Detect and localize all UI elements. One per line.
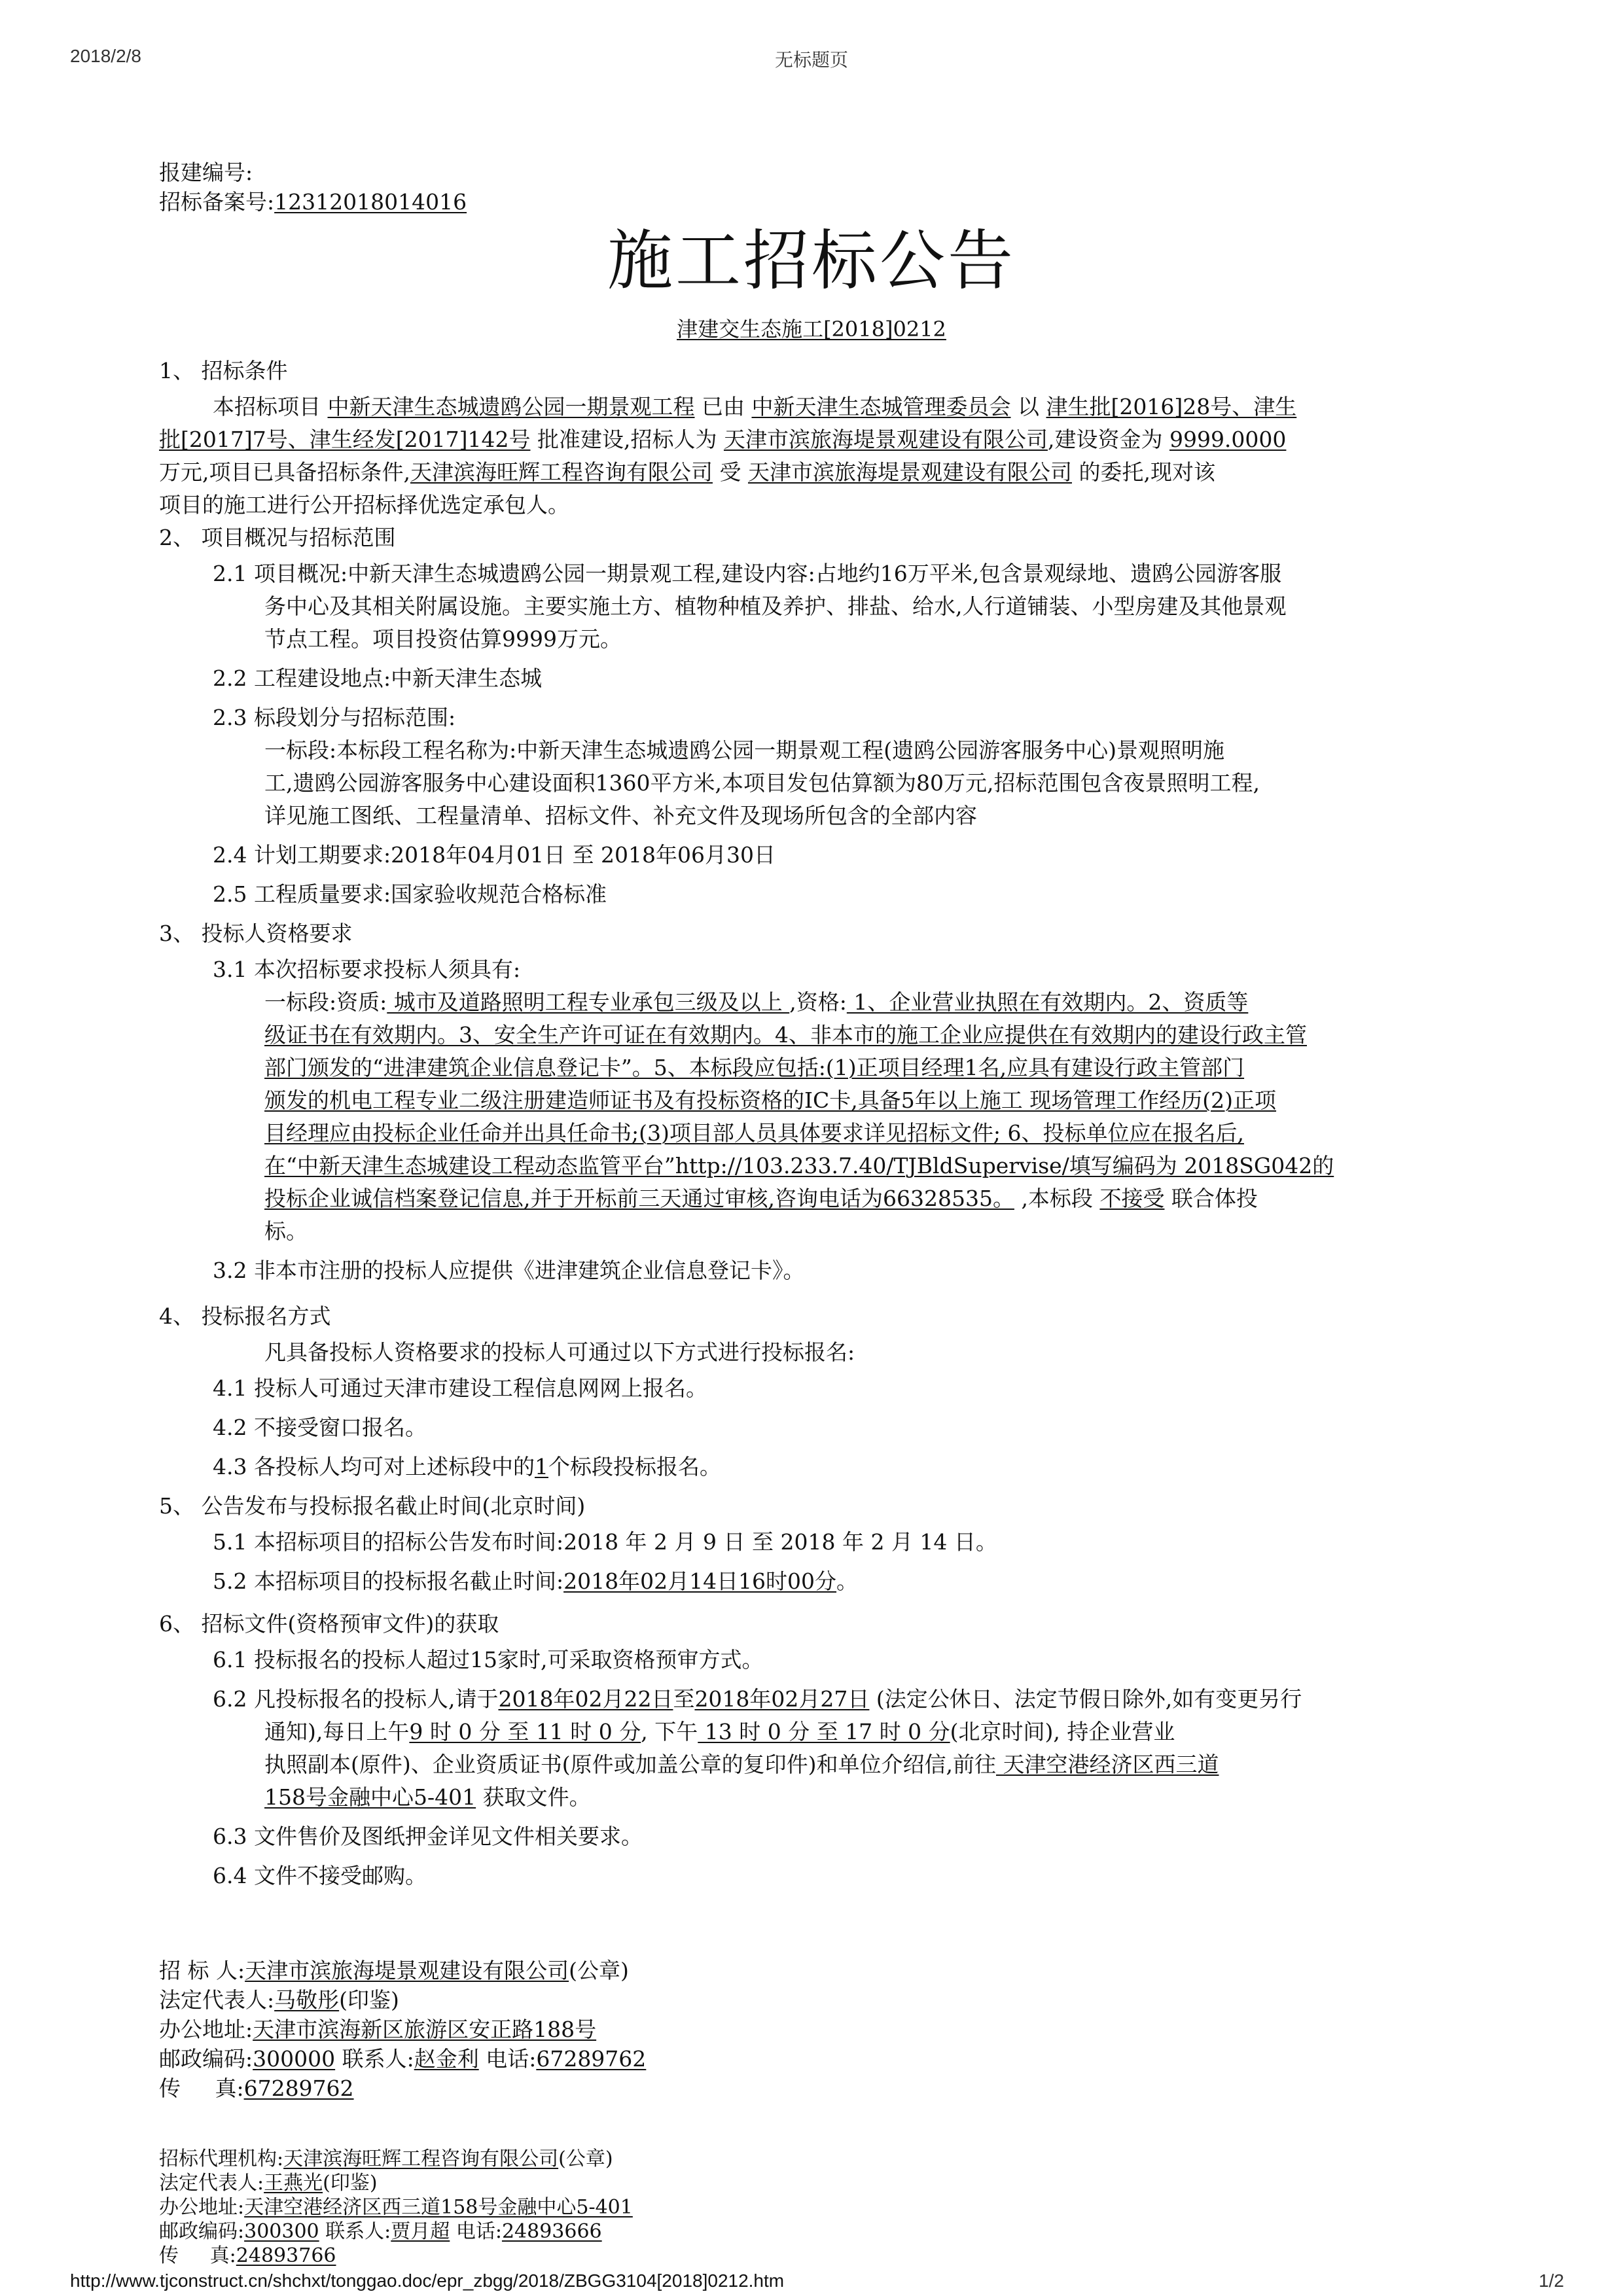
- s6-2-line1: [213, 1687, 1302, 1712]
- doc-number: [0, 313, 1623, 343]
- tenderer-contact-line: [159, 2047, 646, 2072]
- label: 传 真:: [159, 2075, 244, 2101]
- tenderer-line: [159, 1958, 629, 1983]
- s3-q-line2: 级证书在有效期内。3、安全生产许可证在有效期内。4、非本市的施工企业应提供在有效期内的建设行政主管: [264, 1022, 1307, 1048]
- pickup-address: 158号金融中心5-401: [264, 1784, 476, 1810]
- label: 联系人:: [335, 2046, 414, 2072]
- s4-intro: 凡具备投标人资格要求的投标人可通过以下方式进行投标报名:: [264, 1339, 855, 1365]
- postcode: 300000: [253, 2046, 336, 2072]
- s6-3: 6.3 文件售价及图纸押金详见文件相关要求。: [213, 1824, 643, 1849]
- afternoon-hours: 13 时 0 分 至 17 时 0 分: [698, 1719, 950, 1744]
- s1-text: 以: [1018, 394, 1039, 419]
- label: 电话:: [450, 2220, 502, 2243]
- qualification: 城市及道路照明工程专业承包三级及以上: [387, 989, 790, 1015]
- s6-text: 执照副本(原件)、企业资质证书(原件或加盖公章的复印件)和单位介绍信,前往: [264, 1752, 996, 1777]
- s6-2-line3: [264, 1752, 1219, 1777]
- s2-3: 2.3 标段划分与招标范围:: [213, 705, 456, 730]
- s4-2: 4.2 不接受窗口报名。: [213, 1415, 427, 1440]
- requirements: 投标企业诚信档案登记信息,并于开标前三天通过审核,咨询电话为66328535。: [264, 1186, 1014, 1211]
- approver: 中新天津生态城管理委员会: [751, 394, 1011, 419]
- tenderer-company: 天津市滨旅海堤景观建设有限公司: [245, 1958, 569, 1983]
- approval-doc: 津生批[2016]28号、津生: [1046, 394, 1297, 419]
- consortium-flag: 不接受: [1099, 1186, 1165, 1211]
- label: 电话:: [478, 2046, 537, 2072]
- s2-1-line2: 务中心及其相关附属设施。主要实施土方、植物种植及养护、排盐、给水,人行道铺装、小型房建及其他景观: [264, 593, 1287, 619]
- s2-3-line1: 一标段:本标段工程名称为:中新天津生态城遗鸥公园一期景观工程(遗鸥公园游客服务中心)景观照明施: [264, 737, 1224, 763]
- fax: 67289762: [243, 2075, 354, 2101]
- baojian-label: 报建编号:: [159, 160, 253, 185]
- s3-q-line4: 颁发的机电工程专业二级注册建造师证书及有投标资格的IC卡,具备5年以上施工 现场管理工作经历(2)正项: [264, 1087, 1277, 1113]
- label: 招标代理机构:: [159, 2147, 284, 2170]
- agent-line: [159, 2148, 613, 2170]
- contact-person: 贾月超: [391, 2220, 450, 2243]
- s3-heading: 3、 投标人资格要求: [159, 921, 353, 946]
- s2-1-line1: 2.1 项目概况:中新天津生态城遗鸥公园一期景观工程,建设内容:占地约16万平米,包含景观绿地、遗鸥公园游客服: [213, 561, 1282, 586]
- s3-q-line5: 目经理应由投标企业任命并出具任命书;(3)项目部人员具体要求详见招标文件; 6、投标单位应在报名后,: [264, 1120, 1244, 1146]
- label: 传 真:: [159, 2244, 236, 2267]
- print-url[interactable]: [70, 2270, 784, 2291]
- s3-text: 一标段:资质:: [264, 989, 387, 1015]
- s1-text: 的委托,现对该: [1079, 459, 1215, 485]
- s2-2: 2.2 工程建设地点:中新天津生态城: [213, 665, 543, 691]
- s3-text: ,资格:: [789, 989, 847, 1015]
- s3-q-line6: 在“中新天津生态城建设工程动态监管平台”http://103.233.7.40/TJBldSupervise/填写编码为 2018SG042的: [264, 1153, 1334, 1178]
- beian-label: 招标备案号:: [159, 189, 275, 215]
- s3-text: ,本标段: [1014, 1186, 1093, 1211]
- doc-number-text: 津建交生态施工[2018]0212: [677, 317, 946, 342]
- s3-q-line7: [264, 1186, 1258, 1211]
- label: 联系人:: [319, 2220, 391, 2243]
- morning-hours: 9 时 0 分 至 11 时 0 分: [409, 1719, 641, 1744]
- beian-value: 12312018014016: [274, 189, 467, 215]
- s5-text: 。: [836, 1568, 859, 1594]
- label: 招 标 人:: [159, 1958, 245, 1983]
- label: 办公地址:: [159, 2196, 245, 2219]
- s6-text: 获取文件。: [476, 1784, 591, 1810]
- s1-text: ,建设资金为: [1047, 427, 1163, 452]
- s5-2: [213, 1569, 858, 1594]
- page-title: 施工招标公告: [607, 222, 1016, 299]
- s6-text: , 下午: [641, 1719, 698, 1744]
- s6-text: 通知),每日上午: [264, 1719, 410, 1744]
- s6-4: 6.4 文件不接受邮购。: [213, 1863, 427, 1888]
- print-page-number: 1/2: [1539, 2270, 1564, 2291]
- date-end: 2018年02月27日: [694, 1686, 870, 1712]
- contact-person: 赵金利: [414, 2046, 479, 2072]
- s6-2-line4: [264, 1785, 591, 1810]
- s3-2: 3.2 非本市注册的投标人应提供《进津建筑企业信息登记卡》。: [213, 1258, 805, 1283]
- deadline: 2018年02月14日16时00分: [563, 1568, 837, 1594]
- office-address: 天津空港经济区西三道158号金融中心5-401: [244, 2196, 633, 2219]
- agent-company: 天津滨海旺辉工程咨询有限公司: [283, 2147, 559, 2170]
- s3-q-line1: [264, 990, 1248, 1015]
- approval-doc: 批[2017]7号、津生经发[2017]142号: [159, 427, 531, 452]
- s6-text: 至: [673, 1686, 695, 1712]
- fund-amount: 9999.0000: [1169, 427, 1287, 452]
- s1-text: 本招标项目: [213, 394, 321, 419]
- legal-rep: 王燕光: [264, 2172, 323, 2195]
- s3-q-line8: 标。: [264, 1218, 308, 1244]
- s2-4: 2.4 计划工期要求:2018年04月01日 至 2018年06月30日: [213, 842, 776, 868]
- tenderer-address-line: [159, 2017, 596, 2042]
- label: 法定代表人:: [159, 1987, 275, 2013]
- seal-note: (印鉴): [339, 1987, 399, 2013]
- s2-5: 2.5 工程质量要求:国家验收规范合格标准: [213, 881, 607, 907]
- s2-heading: 2、 项目概况与招标范围: [159, 525, 396, 550]
- s1-line3: [159, 460, 1215, 485]
- lot-count: 1: [534, 1454, 548, 1479]
- legal-rep: 马敬彤: [274, 1987, 340, 2013]
- s2-3-line2: 工,遗鸥公园游客服务中心建设面积1360平方米,本项目发包估算额为80万元,招标范围包含夜景照明工程,: [264, 770, 1260, 796]
- s1-line2: [159, 427, 1286, 452]
- office-address: 天津市滨海新区旅游区安正路188号: [253, 2017, 597, 2042]
- requirements: 1、企业营业执照在有效期内。2、资质等: [846, 989, 1249, 1015]
- print-page-title: 无标题页: [774, 50, 848, 70]
- s3-q-line3: 部门颁发的“进津建筑企业信息登记卡”。5、本标段应包括:(1)正项目经理1名,应具有建设行政主管部门: [264, 1055, 1245, 1080]
- s4-heading: 4、 投标报名方式: [159, 1303, 331, 1329]
- s4-text: 4.3 各投标人均可对上述标段中的: [213, 1454, 535, 1479]
- agent-fax-line: [159, 2245, 336, 2267]
- tenderer-name: 天津市滨旅海堤景观建设有限公司: [723, 427, 1048, 452]
- s4-3: [213, 1455, 721, 1479]
- s3-text: 联合体投: [1164, 1186, 1258, 1211]
- s6-text: (北京时间), 持企业营业: [950, 1719, 1175, 1744]
- label: 邮政编码:: [159, 2046, 253, 2072]
- phone: 67289762: [536, 2046, 647, 2072]
- print-date: 2018/2/8: [70, 46, 141, 66]
- pickup-address: 天津空港经济区西三道: [996, 1752, 1219, 1777]
- s1-line4: 项目的施工进行公开招标择优选定承包人。: [159, 492, 569, 518]
- s1-text: 万元,项目已具备招标条件,: [159, 459, 410, 485]
- label: 邮政编码:: [159, 2220, 245, 2243]
- s6-text: 6.2 凡投标报名的投标人,请于: [213, 1686, 499, 1712]
- agent-rep-line: [159, 2172, 378, 2195]
- tenderer-fax-line: [159, 2076, 354, 2101]
- s1-text: 受: [719, 459, 741, 485]
- s4-1: 4.1 投标人可通过天津市建设工程信息网网上报名。: [213, 1375, 707, 1401]
- source-url-link[interactable]: http://www.tjconstruct.cn/shchxt/tonggao.doc/epr_zbgg/2018/ZBGG3104[2018]0212.htm: [70, 2270, 785, 2291]
- seal-note: (公章): [569, 1958, 629, 1983]
- project-name: 中新天津生态城遗鸥公园一期景观工程: [327, 394, 695, 419]
- fax: 24893766: [236, 2244, 336, 2267]
- seal-note: (印鉴): [323, 2172, 378, 2195]
- s2-3-line3: 详见施工图纸、工程量清单、招标文件、补充文件及现场所包含的全部内容: [264, 803, 977, 828]
- s6-1: 6.1 投标报名的投标人超过15家时,可采取资格预审方式。: [213, 1647, 764, 1672]
- s6-text: (法定公休日、法定节假日除外,如有变更另行: [869, 1686, 1302, 1712]
- label: 办公地址:: [159, 2017, 253, 2042]
- agent-contact-line: [159, 2221, 602, 2243]
- phone: 24893666: [501, 2220, 602, 2243]
- s5-1: 5.1 本招标项目的招标公告发布时间:2018 年 2 月 9 日 至 2018 年 2 月 14 日。: [213, 1529, 997, 1555]
- postcode: 300300: [244, 2220, 319, 2243]
- s1-line1: [213, 395, 1296, 419]
- tenderer-name: 天津市滨旅海堤景观建设有限公司: [747, 459, 1072, 485]
- s3-1: 3.1 本次招标要求投标人须具有:: [213, 957, 521, 982]
- s6-2-line2: [264, 1720, 1175, 1744]
- agent-address-line: [159, 2197, 633, 2219]
- s1-text: 已由: [702, 394, 745, 419]
- s6-heading: 6、 招标文件(资格预审文件)的获取: [159, 1611, 499, 1636]
- s4-text: 个标段投标报名。: [548, 1454, 721, 1479]
- s1-text: 批准建设,招标人为: [537, 427, 717, 452]
- agent-name: 天津滨海旺辉工程咨询有限公司: [410, 459, 713, 485]
- s2-1-line3: 节点工程。项目投资估算9999万元。: [264, 626, 622, 652]
- s5-heading: 5、 公告发布与投标报名截止时间(北京时间): [159, 1493, 586, 1519]
- date-start: 2018年02月22日: [498, 1686, 673, 1712]
- tenderer-rep-line: [159, 1988, 399, 2013]
- s1-heading: 1、 招标条件: [159, 358, 288, 383]
- s5-text: 5.2 本招标项目的投标报名截止时间:: [213, 1568, 564, 1594]
- label: 法定代表人:: [159, 2172, 264, 2195]
- seal-note: (公章): [558, 2147, 613, 2170]
